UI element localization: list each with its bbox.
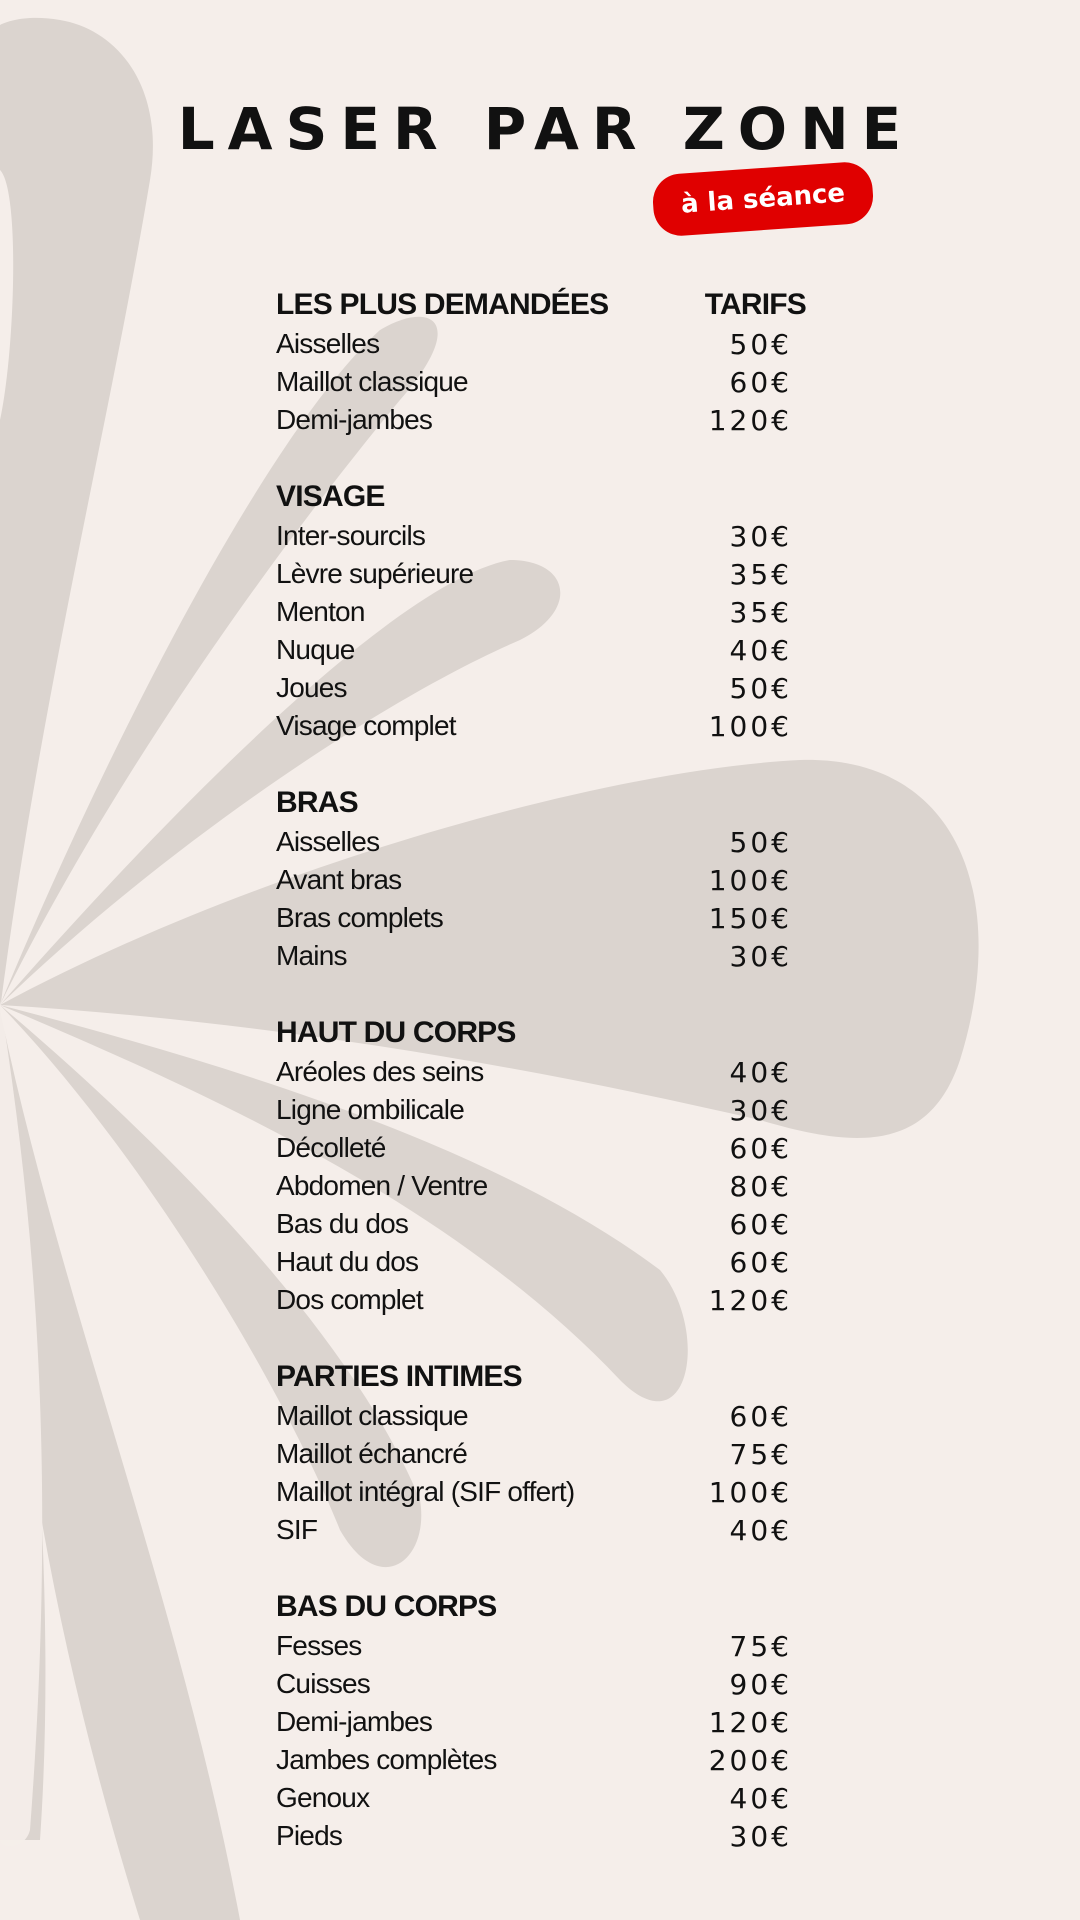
page-title: LASER PAR ZONE [177, 95, 915, 163]
item-label: Haut du dos [276, 1246, 419, 1277]
item-label: Aisselles [276, 826, 380, 857]
item-price: 120€ [708, 1705, 792, 1739]
list-item [276, 1627, 792, 1665]
list-item [276, 1703, 792, 1741]
item-price: 60€ [729, 1245, 792, 1279]
list-item [276, 1205, 792, 1243]
list-item [276, 1817, 792, 1855]
section-heading: HAUT DU CORPS [276, 1016, 516, 1049]
section-parties-intimes [276, 1357, 792, 1549]
item-label: Bras complets [276, 902, 443, 933]
item-label: Fesses [276, 1630, 362, 1661]
item-price: 40€ [729, 1781, 792, 1815]
section-heading: PARTIES INTIMES [276, 1360, 522, 1393]
item-label: Maillot intégral (SIF offert) [276, 1476, 575, 1507]
item-price: 35€ [729, 557, 792, 591]
item-price: 30€ [729, 1093, 792, 1127]
item-price: 30€ [729, 939, 792, 973]
list-item [276, 669, 792, 707]
list-item [276, 325, 792, 363]
list-item [276, 363, 792, 401]
item-price: 150€ [708, 901, 792, 935]
item-price: 30€ [729, 519, 792, 553]
list-item [276, 1511, 792, 1549]
list-item [276, 1281, 792, 1319]
item-price: 60€ [729, 1399, 792, 1433]
section-header [276, 1587, 792, 1627]
item-label: Bas du dos [276, 1208, 409, 1239]
item-label: Inter-sourcils [276, 520, 426, 551]
section-bas-du-corps [276, 1587, 792, 1855]
item-label: Abdomen / Ventre [276, 1170, 488, 1201]
list-item [276, 593, 792, 631]
list-item [276, 631, 792, 669]
item-label: Mains [276, 940, 347, 971]
item-label: Maillot classique [276, 1400, 468, 1431]
list-item [276, 1779, 792, 1817]
list-item [276, 1243, 792, 1281]
item-price: 50€ [729, 327, 792, 361]
list-item [276, 823, 792, 861]
list-item [276, 861, 792, 899]
item-price: 60€ [729, 1131, 792, 1165]
item-label: Maillot échancré [276, 1438, 468, 1469]
section-most-requested [276, 285, 806, 439]
item-label: Maillot classique [276, 366, 468, 397]
item-price: 50€ [729, 825, 792, 859]
section-heading: BAS DU CORPS [276, 1590, 497, 1623]
list-item [276, 1473, 792, 1511]
item-price: 50€ [729, 671, 792, 705]
item-label: Demi-jambes [276, 1706, 433, 1737]
list-item [276, 1129, 792, 1167]
item-price: 80€ [729, 1169, 792, 1203]
list-item [276, 1053, 792, 1091]
item-label: Visage complet [276, 710, 456, 741]
per-session-badge: à la séance [651, 160, 875, 237]
item-label: Lèvre supérieure [276, 558, 474, 589]
item-price: 30€ [729, 1819, 792, 1853]
section-header [276, 1357, 792, 1397]
item-label: Pieds [276, 1820, 343, 1851]
list-item [276, 517, 792, 555]
list-item [276, 1435, 792, 1473]
item-price: 35€ [729, 595, 792, 629]
section-header [276, 1013, 792, 1053]
price-menu [276, 285, 806, 1893]
item-label: Avant bras [276, 864, 402, 895]
section-visage [276, 477, 792, 745]
prices-column-heading: TARIFS [704, 288, 806, 321]
list-item [276, 555, 792, 593]
item-label: Demi-jambes [276, 404, 433, 435]
list-item [276, 1167, 792, 1205]
section-heading: LES PLUS DEMANDÉES [276, 288, 609, 321]
list-item [276, 899, 792, 937]
item-price: 40€ [729, 1513, 792, 1547]
item-price: 40€ [729, 633, 792, 667]
item-label: Dos complet [276, 1284, 423, 1315]
list-item [276, 1091, 792, 1129]
item-price: 40€ [729, 1055, 792, 1089]
item-price: 120€ [708, 1283, 792, 1317]
item-price: 100€ [708, 863, 792, 897]
list-item [276, 937, 792, 975]
item-price: 60€ [729, 365, 792, 399]
item-label: Décolleté [276, 1132, 386, 1163]
list-item [276, 1741, 792, 1779]
item-label: Genoux [276, 1782, 370, 1813]
section-heading: BRAS [276, 786, 358, 819]
section-haut-du-corps [276, 1013, 792, 1319]
item-price: 120€ [708, 403, 792, 437]
item-label: Joues [276, 672, 347, 703]
item-price: 90€ [729, 1667, 792, 1701]
section-header [276, 477, 792, 517]
section-header [276, 285, 806, 325]
item-price: 75€ [729, 1629, 792, 1663]
item-label: Cuisses [276, 1668, 370, 1699]
section-bras [276, 783, 792, 975]
item-label: Jambes complètes [276, 1744, 497, 1775]
section-heading: VISAGE [276, 480, 385, 513]
item-price: 100€ [708, 1475, 792, 1509]
item-label: Nuque [276, 634, 355, 665]
item-price: 75€ [729, 1437, 792, 1471]
item-price: 100€ [708, 709, 792, 743]
item-label: Aisselles [276, 328, 380, 359]
item-price: 60€ [729, 1207, 792, 1241]
list-item [276, 707, 792, 745]
item-price: 200€ [708, 1743, 792, 1777]
section-header [276, 783, 792, 823]
list-item [276, 1397, 792, 1435]
item-label: Ligne ombilicale [276, 1094, 464, 1125]
item-label: SIF [276, 1514, 318, 1545]
list-item [276, 1665, 792, 1703]
item-label: Aréoles des seins [276, 1056, 484, 1087]
item-label: Menton [276, 596, 365, 627]
list-item [276, 401, 792, 439]
